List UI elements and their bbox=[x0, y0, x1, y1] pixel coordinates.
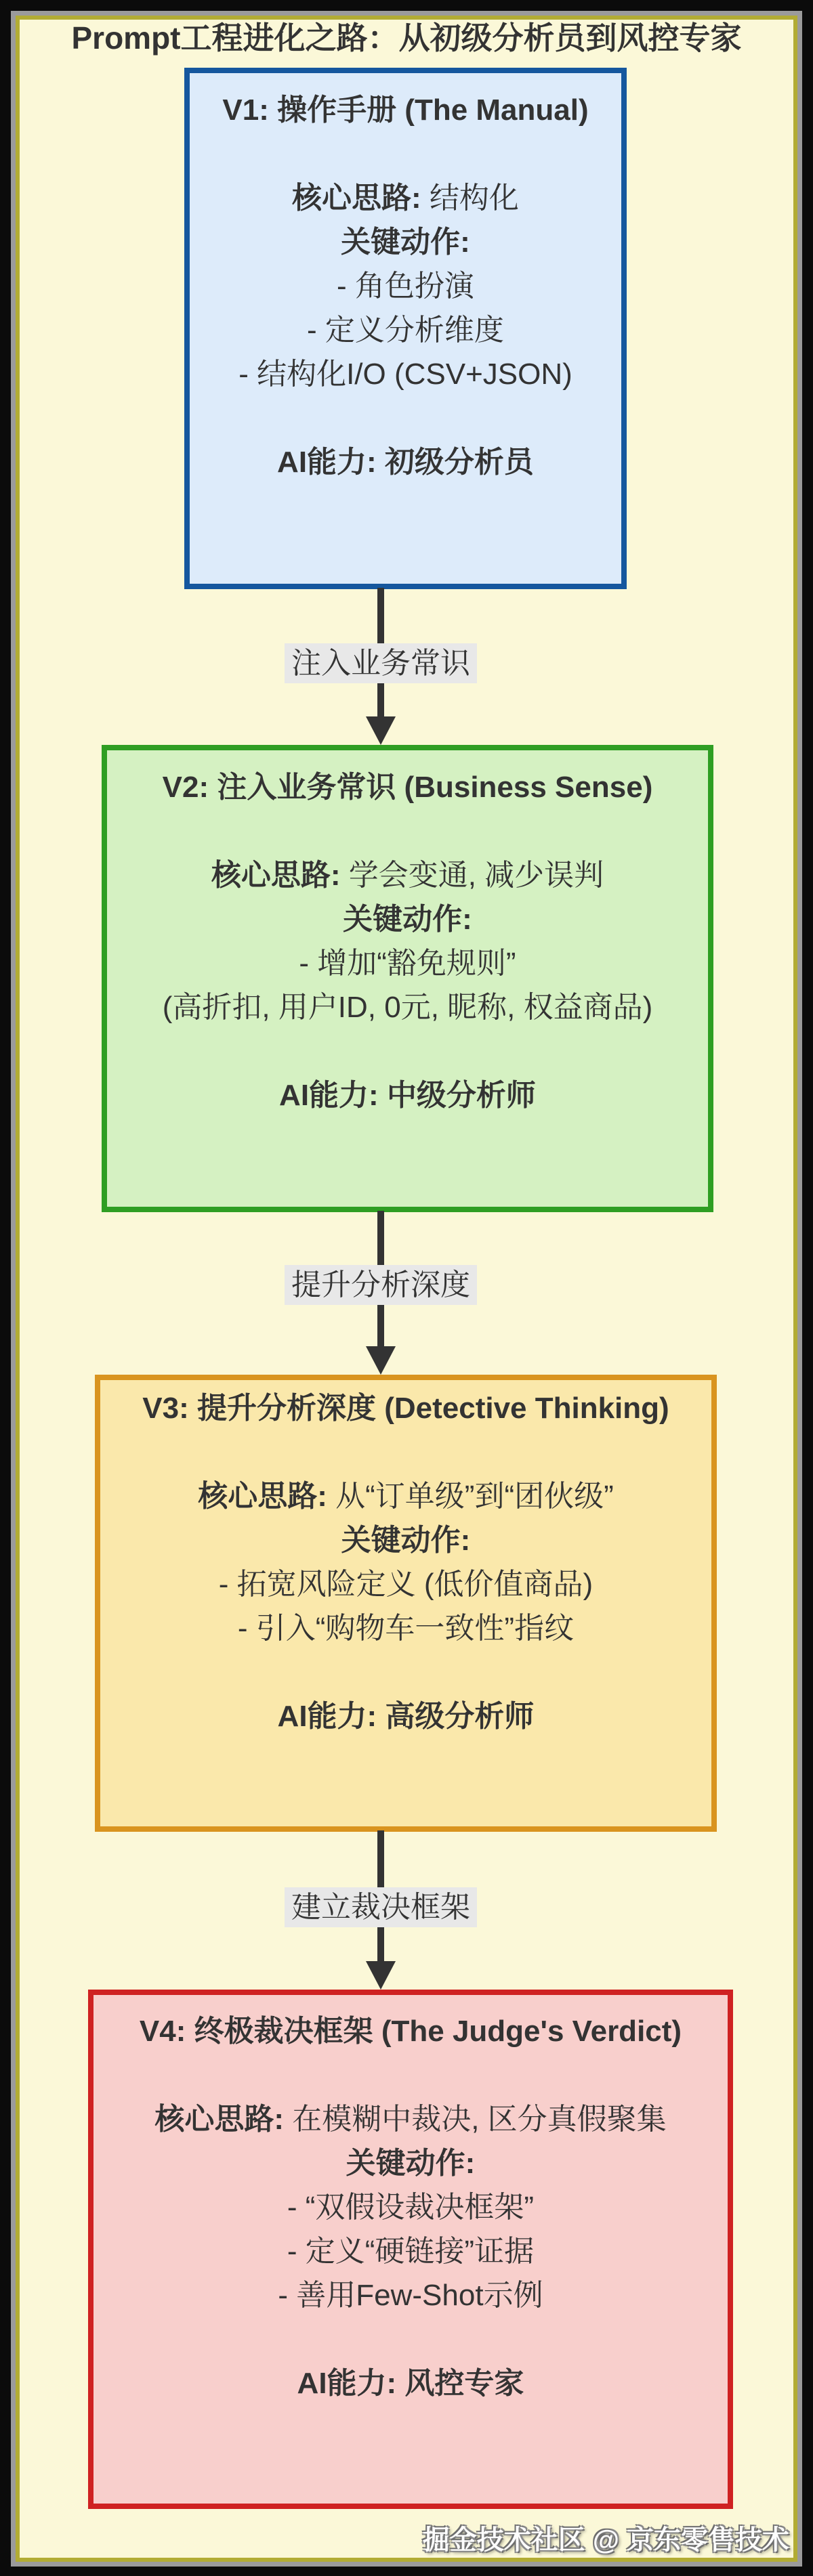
node-title: V4: 终极裁决框架 (The Judge's Verdict) bbox=[139, 2015, 682, 2048]
ai-label: AI能力: bbox=[277, 446, 377, 479]
action-item: - “双假设裁决框架” bbox=[287, 2191, 535, 2224]
arrow-down-icon bbox=[366, 1346, 396, 1375]
core-value: 在模糊中裁决, 区分真假聚集 bbox=[292, 2103, 667, 2136]
action-item: - 拓宽风险定义 (低价值商品) bbox=[218, 1568, 593, 1601]
edge-label-3: 建立裁决框架 bbox=[285, 1887, 477, 1927]
node-title: V3: 提升分析深度 (Detective Thinking) bbox=[142, 1392, 669, 1425]
action-item: - 定义分析维度 bbox=[307, 314, 504, 347]
actions-label: 关键动作: bbox=[341, 226, 470, 259]
spacer bbox=[100, 1650, 711, 1694]
ai-value: 初级分析员 bbox=[384, 446, 534, 479]
node-v4 bbox=[88, 1990, 733, 2509]
page-title: Prompt工程进化之路：从初级分析员到风控专家 bbox=[71, 20, 742, 56]
watermark: 掘金技术社区 @ 京东零售技术 bbox=[422, 2525, 789, 2555]
ai-label: AI能力: bbox=[279, 1079, 379, 1112]
ai-value: 中级分析师 bbox=[386, 1079, 536, 1112]
core-line bbox=[100, 1474, 711, 1518]
action-item: (高折扣, 用户ID, 0元, 昵称, 权益商品) bbox=[162, 991, 653, 1024]
core-line bbox=[93, 2097, 728, 2141]
action-item: - 善用Few-Shot示例 bbox=[278, 2279, 543, 2312]
action-item: - 定义“硬链接”证据 bbox=[287, 2235, 535, 2268]
spacer bbox=[107, 809, 708, 853]
node-v1 bbox=[184, 68, 627, 589]
actions-label: 关键动作: bbox=[343, 903, 472, 936]
core-label: 核心思路: bbox=[198, 1480, 327, 1513]
ai-label: AI能力: bbox=[277, 1700, 377, 1733]
edge-label-1: 注入业务常识 bbox=[285, 643, 477, 683]
core-label: 核心思路: bbox=[154, 2103, 284, 2136]
ai-line bbox=[190, 440, 621, 484]
action-item: - 角色扮演 bbox=[337, 270, 474, 303]
ai-value: 风控专家 bbox=[404, 2367, 524, 2400]
spacer bbox=[107, 1029, 708, 1073]
core-label: 核心思路: bbox=[292, 181, 421, 215]
arrow-down-icon bbox=[366, 716, 396, 745]
ai-line bbox=[107, 1073, 708, 1117]
spacer bbox=[190, 396, 621, 440]
spacer bbox=[190, 132, 621, 176]
node-v2 bbox=[102, 745, 713, 1212]
node-title: V1: 操作手册 (The Manual) bbox=[222, 93, 589, 127]
ai-label: AI能力: bbox=[297, 2367, 397, 2400]
core-label: 核心思路: bbox=[211, 859, 341, 892]
arrow-down-icon bbox=[366, 1961, 396, 1990]
core-line bbox=[107, 853, 708, 897]
action-item: - 增加“豁免规则” bbox=[299, 947, 516, 980]
core-value: 从“订单级”到“团伙级” bbox=[335, 1480, 614, 1513]
ai-value: 高级分析师 bbox=[385, 1700, 535, 1733]
spacer bbox=[100, 1430, 711, 1474]
action-item: - 引入“购物车一致性”指纹 bbox=[237, 1612, 575, 1645]
spacer bbox=[93, 2317, 728, 2361]
core-line bbox=[190, 176, 621, 220]
node-v3 bbox=[95, 1375, 717, 1832]
edge-label-2: 提升分析深度 bbox=[285, 1265, 477, 1305]
action-item: - 结构化I/O (CSV+JSON) bbox=[238, 358, 572, 391]
node-title: V2: 注入业务常识 (Business Sense) bbox=[162, 771, 653, 804]
actions-label: 关键动作: bbox=[341, 1524, 471, 1557]
core-value: 学会变通, 减少误判 bbox=[348, 859, 604, 892]
core-value: 结构化 bbox=[429, 181, 519, 215]
spacer bbox=[93, 2053, 728, 2097]
ai-line bbox=[93, 2361, 728, 2405]
ai-line bbox=[100, 1694, 711, 1738]
actions-label: 关键动作: bbox=[346, 2147, 476, 2180]
